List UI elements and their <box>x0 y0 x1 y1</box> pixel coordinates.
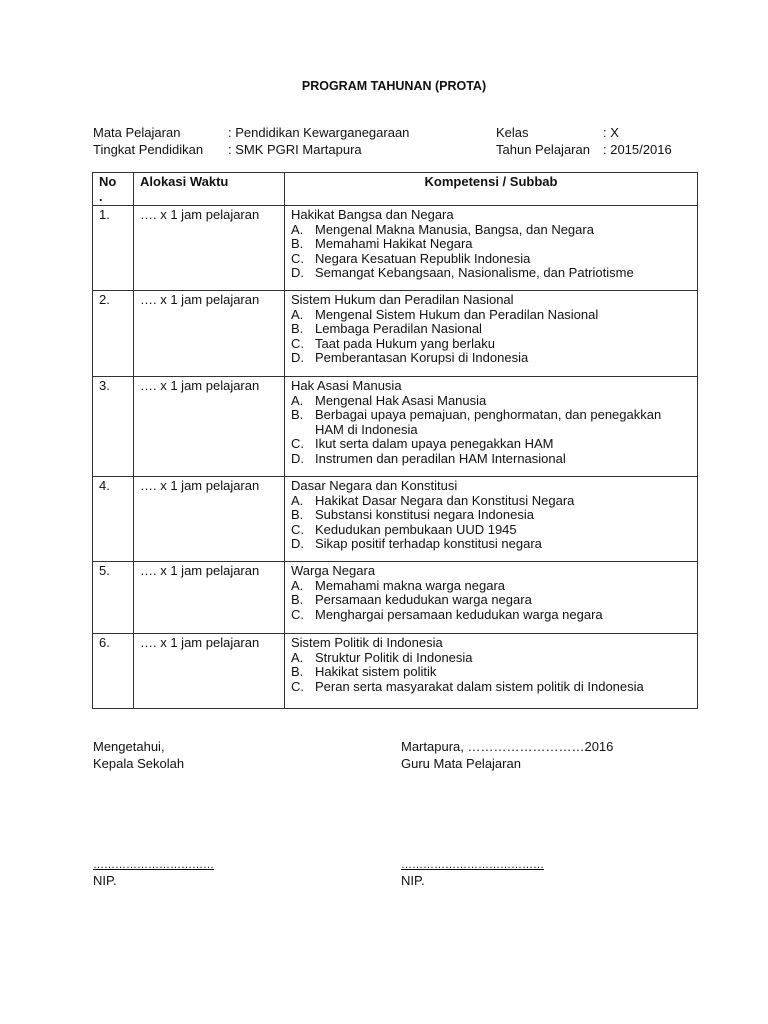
subbab-item: B. Memahami Hakikat Negara <box>291 236 473 251</box>
subbab-item: D. Pemberantasan Korupsi di Indonesia <box>291 350 529 365</box>
subbab-item: C. Menghargai persamaan kedudukan warga negara <box>291 606 603 622</box>
tingkat-label: Tingkat Pendidikan <box>93 142 204 157</box>
table-row <box>93 377 698 477</box>
left-nip: NIP. <box>93 873 117 888</box>
kompetensi-title: Sistem Hukum dan Peradilan Nasional <box>291 292 514 307</box>
subbab-list <box>291 579 691 623</box>
subbab-list <box>291 651 691 695</box>
meta-right <box>496 124 672 158</box>
kelas-value: : X <box>603 125 619 140</box>
subbab-item: A. Mengenal Sistem Hukum dan Peradilan Nasional <box>291 306 599 322</box>
row-alokasi: …. x 1 jam pelajaran <box>134 377 285 477</box>
row-no: 6. <box>93 634 134 709</box>
subbab-item: A. Hakikat Dasar Negara dan Konstitusi Negara <box>291 492 575 508</box>
subbab-item: B. Lembaga Peradilan Nasional <box>291 321 482 336</box>
right-nip: NIP. <box>401 873 425 888</box>
subbab-list <box>291 394 691 467</box>
subbab-item: B. Persamaan kedudukan warga negara <box>291 592 532 607</box>
subbab-item: B. Berbagai upaya pemajuan, penghormatan, dan penegakkan HAM di Indonesia <box>291 407 662 437</box>
subbab-item: B. Hakikat sistem politik <box>291 664 437 679</box>
row-no: 2. <box>93 291 134 377</box>
row-kompetensi <box>285 477 698 562</box>
row-no: 5. <box>93 562 134 634</box>
subbab-list <box>291 308 691 366</box>
row-alokasi: …. x 1 jam pelajaran <box>134 634 285 709</box>
subbab-list <box>291 223 691 281</box>
signature-left <box>93 738 214 889</box>
row-alokasi: …. x 1 jam pelajaran <box>134 477 285 562</box>
meta-left <box>93 124 409 158</box>
kompetensi-title: Hak Asasi Manusia <box>291 378 402 393</box>
place-date-text: Martapura, ………………………2016 <box>401 739 614 754</box>
kompetensi-title: Hakikat Bangsa dan Negara <box>291 207 454 222</box>
subbab-item: C. Kedudukan pembukaan UUD 1945 <box>291 521 517 537</box>
tahun-value: : 2015/2016 <box>603 142 672 157</box>
kelas-label: Kelas <box>496 125 529 140</box>
subbab-item: D. Instrumen dan peradilan HAM Internasional <box>291 450 566 466</box>
row-no: 1. <box>93 206 134 291</box>
subbab-item: C. Ikut serta dalam upaya penegakkan HAM <box>291 436 554 451</box>
row-kompetensi <box>285 291 698 377</box>
subbab-item: C. Taat pada Hukum yang berlaku <box>291 335 495 351</box>
kepala-sekolah-text: Kepala Sekolah <box>93 756 185 771</box>
header-alokasi: Alokasi Waktu <box>134 173 285 206</box>
kompetensi-title: Warga Negara <box>291 563 376 578</box>
mata-pelajaran-value: : Pendidikan Kewarganegaraan <box>228 125 410 140</box>
row-alokasi: …. x 1 jam pelajaran <box>134 206 285 291</box>
subbab-item: D. Semangat Kebangsaan, Nasionalisme, dan Patriotisme <box>291 265 634 280</box>
subbab-item: A. Memahami makna warga negara <box>291 577 506 593</box>
table-row <box>93 477 698 562</box>
kompetensi-title: Sistem Politik di Indonesia <box>291 635 443 650</box>
subbab-item: A. Struktur Politik di Indonesia <box>291 649 473 665</box>
signature-right <box>401 738 613 889</box>
left-signature-line: …………………………… <box>93 859 214 871</box>
table-row <box>93 562 698 634</box>
subbab-item: D. Sikap positif terhadap konstitusi negara <box>291 536 542 551</box>
mata-pelajaran-label: Mata Pelajaran <box>93 125 181 140</box>
header-kompetensi: Kompetensi / Subbab <box>285 173 698 206</box>
header-no: No . <box>93 173 134 206</box>
guru-text: Guru Mata Pelajaran <box>401 756 521 771</box>
tahun-label: Tahun Pelajaran <box>496 142 590 157</box>
table-header <box>93 173 698 206</box>
row-kompetensi <box>285 562 698 634</box>
document-title: PROGRAM TAHUNAN (PROTA) <box>301 79 487 93</box>
subbab-item: A. Mengenal Hak Asasi Manusia <box>291 392 487 408</box>
subbab-item: A. Mengenal Makna Manusia, Bangsa, dan Negara <box>291 221 594 237</box>
right-signature-line: ………………………………… <box>401 859 544 871</box>
table-row <box>93 291 698 377</box>
row-kompetensi <box>285 634 698 709</box>
tingkat-value: : SMK PGRI Martapura <box>228 142 362 157</box>
row-alokasi: …. x 1 jam pelajaran <box>134 291 285 377</box>
row-kompetensi <box>285 206 698 291</box>
kompetensi-title: Dasar Negara dan Konstitusi <box>291 478 458 493</box>
table-row <box>93 634 698 709</box>
row-no: 4. <box>93 477 134 562</box>
row-no: 3. <box>93 377 134 477</box>
row-kompetensi <box>285 377 698 477</box>
table-row <box>93 206 698 291</box>
subbab-item: C. Peran serta masyarakat dalam sistem politik di Indonesia <box>291 678 644 694</box>
prota-table <box>92 172 698 709</box>
row-alokasi: …. x 1 jam pelajaran <box>134 562 285 634</box>
subbab-list <box>291 494 691 552</box>
mengetahui-text: Mengetahui, <box>93 739 165 754</box>
subbab-item: C. Negara Kesatuan Republik Indonesia <box>291 250 531 266</box>
subbab-item: B. Substansi konstitusi negara Indonesia <box>291 507 534 522</box>
